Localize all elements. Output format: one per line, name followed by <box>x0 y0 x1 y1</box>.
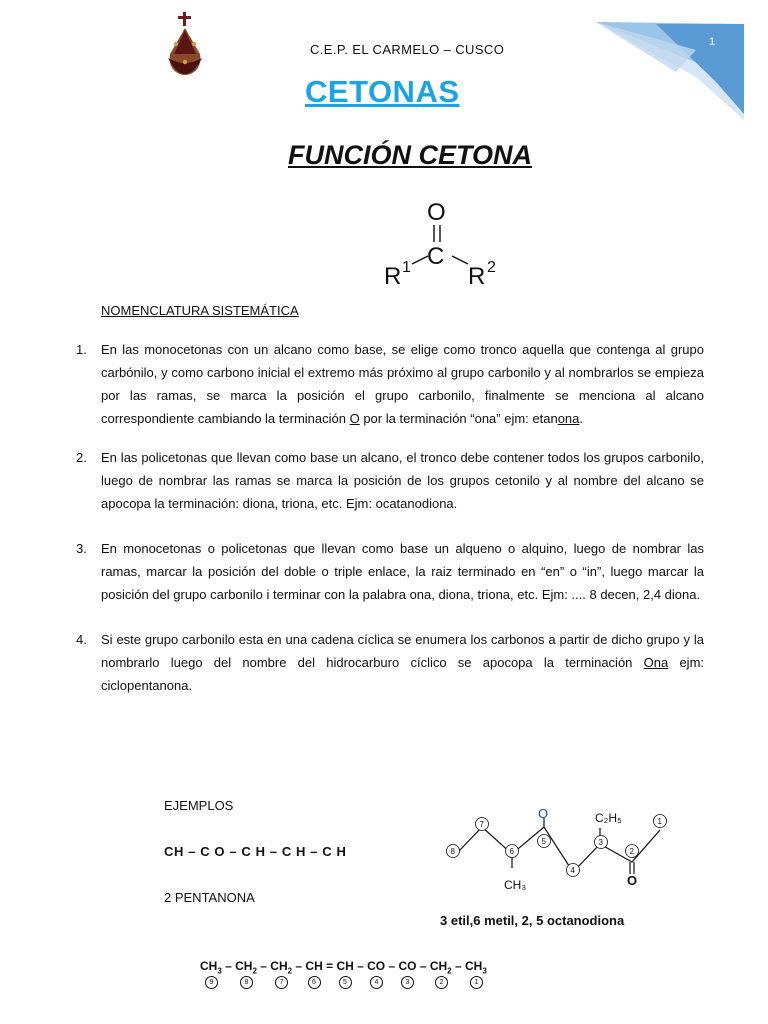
chain-locant: 6 <box>308 976 321 989</box>
chain-group-subscript: 2 <box>252 966 257 976</box>
chain-group <box>235 959 257 976</box>
example-formula: CH – C O – C H – C H – C H <box>164 844 347 859</box>
chain-group <box>200 959 222 976</box>
structure-carbon: C <box>427 243 445 270</box>
chain-group-base: CH <box>336 959 354 973</box>
chain-locant: 1 <box>470 976 483 989</box>
locant-label: 4 <box>570 866 575 875</box>
example-formula-name: 2 PENTANONA <box>164 890 255 905</box>
structure-oxygen: O <box>427 199 446 226</box>
rule-text: En las monocetonas con un alcano como base, se elige como tronco aquella que contenga al grupo carbónilo, y como carbono inicial el extremo más próximo al grupo carbonilo y al nombrarlos se empieza por las ramas, se marca la posición el grupo carbonilo, finalmente se menciona al alcano correspondiente cambiando la terminación O por la terminación “ona” ejm: etanona. <box>101 342 704 426</box>
page-title: CETONAS <box>305 74 460 109</box>
oxygen-bottom-label: O <box>627 873 638 888</box>
ketone-structure-diagram <box>376 194 512 294</box>
rule-text: En las policetonas que llevan como base un alcano, el tronco debe contener todos los grupos carbonilo, luego de nombrar las ramas se marca la posición de los grupos cetonilo y al nombre del alcano se apocopa la terminación: diona, triona, etc. Ejm: ocatanodiona. <box>101 450 704 511</box>
chain-bond: – <box>292 959 306 973</box>
page-subtitle: FUNCIÓN CETONA <box>288 140 533 170</box>
chain-locant: 9 <box>205 976 218 989</box>
structure-r2: R <box>468 263 486 290</box>
locant-label: 1 <box>657 817 662 826</box>
structure-r1-sup: 1 <box>402 259 411 276</box>
rule-number: 1. <box>76 342 87 357</box>
methyl-label: CH₃ <box>504 878 527 892</box>
locant-label: 7 <box>479 820 484 829</box>
chain-group <box>270 959 293 976</box>
chain-locants <box>200 975 487 989</box>
chain-group <box>367 959 385 973</box>
chain-bond: – <box>385 959 399 973</box>
chain-group-base: CH <box>429 959 448 973</box>
chain-group-subscript: 2 <box>447 966 452 976</box>
rule-text: En monocetonas o policetonas que llevan como base un alqueno o alquino, luego de nombrar las ramas, marcar la posición del doble o triple enlace, la raiz terminado en “en” o “in”, luego marcar la posición del grupo carbonilo i terminar con la palabra ona, diona, triona, etc. Ejm: .... 8 decen, 2,4 diona. <box>101 541 704 602</box>
structure-r2-sup: 2 <box>487 259 496 276</box>
rule-item <box>76 446 704 515</box>
carmelite-cross-logo-icon <box>164 10 206 78</box>
decene-dione-chain <box>200 959 487 989</box>
chain-group-subscript: 3 <box>217 966 222 976</box>
locant-label: 2 <box>629 847 634 856</box>
chain-group-base: CH <box>235 959 253 973</box>
chain-group <box>336 959 353 973</box>
locant-label: 8 <box>450 847 455 856</box>
chain-group <box>305 959 322 973</box>
chain-bond: – <box>353 959 368 973</box>
chain-group <box>429 959 452 976</box>
chain-locant: 2 <box>435 976 448 989</box>
locant-label: 6 <box>509 847 514 856</box>
chain-group-base: CH <box>270 959 288 973</box>
chain-bond: – <box>451 959 465 973</box>
chain-bond: – <box>256 959 271 973</box>
chain-group-subscript: 3 <box>482 966 487 976</box>
rule-item <box>76 338 704 430</box>
chain-formula <box>200 959 487 975</box>
chain-locant: 4 <box>370 976 383 989</box>
section-heading: NOMENCLATURA SISTEMÁTICA <box>101 303 299 318</box>
locant-label: 3 <box>598 838 603 847</box>
chain-locant: 7 <box>275 976 288 989</box>
rule-number: 2. <box>76 450 87 465</box>
examples-heading: EJEMPLOS <box>164 798 234 813</box>
rule-number: 3. <box>76 541 87 556</box>
chain-group <box>398 959 416 973</box>
chain-group-base: CO <box>367 959 386 973</box>
rules-list <box>76 338 705 697</box>
ethyl-label: C₂H₅ <box>595 811 622 825</box>
chain-group-subscript: 2 <box>287 966 293 976</box>
rule-text: Si este grupo carbonilo esta en una cadena cíclica se enumera los carbonos a partir de dicho grupo y la nombrarlo luego del nombre del hidrocarburo cíclico se apocopa la terminación Ona ejm: ciclopentanona. <box>101 632 705 693</box>
page-number: 1 <box>709 36 716 48</box>
chain-group-base: CH <box>200 959 218 973</box>
structure-r1: R <box>384 263 402 290</box>
chain-locant: 8 <box>240 976 253 989</box>
chain-group-base: CO <box>398 959 417 973</box>
octanodiona-skeletal-diagram <box>440 800 680 896</box>
rule-number: 4. <box>76 632 87 647</box>
molecule-caption: 3 etil,6 metil, 2, 5 octanodiona <box>440 913 625 928</box>
chain-locant: 3 <box>401 976 414 989</box>
rule-item <box>76 628 705 697</box>
chain-bond: – <box>416 959 430 973</box>
chain-group <box>464 959 487 976</box>
chain-group-base: CH <box>305 959 323 973</box>
chain-bond: – <box>221 959 236 973</box>
oxygen-top-label: O <box>538 806 549 821</box>
corner-decoration <box>596 22 746 122</box>
locant-label: 5 <box>541 837 546 846</box>
chain-bond: = <box>322 959 337 973</box>
chain-locant: 5 <box>339 976 352 989</box>
school-name: C.E.P. EL CARMELO – CUSCO <box>310 42 505 57</box>
rule-item <box>76 537 704 606</box>
chain-group-base: CH <box>464 959 483 973</box>
